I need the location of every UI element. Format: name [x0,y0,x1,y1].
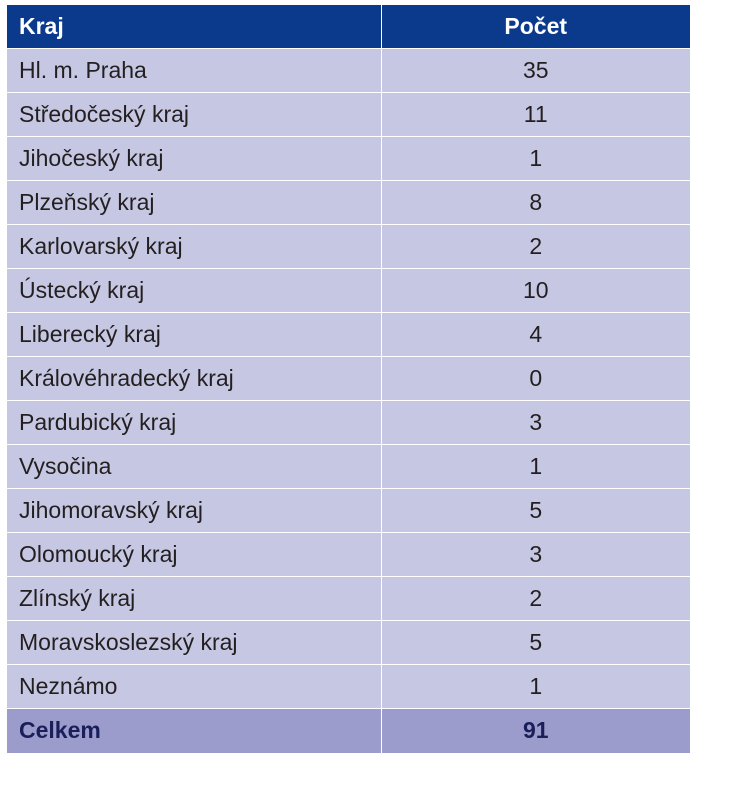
header-region: Kraj [7,5,381,48]
table-row [7,400,690,444]
region-cell: Hl. m. Praha [7,48,381,92]
header-count: Počet [381,5,690,48]
table-row [7,224,690,268]
table-footer [7,708,690,753]
count-cell: 0 [381,356,690,400]
table-row [7,356,690,400]
region-cell: Ústecký kraj [7,268,381,312]
region-cell: Moravskoslezský kraj [7,620,381,664]
table-row [7,48,690,92]
table-row [7,620,690,664]
count-cell: 2 [381,576,690,620]
region-cell: Karlovarský kraj [7,224,381,268]
region-cell: Olomoucký kraj [7,532,381,576]
count-cell: 5 [381,488,690,532]
count-cell: 11 [381,92,690,136]
count-cell: 3 [381,532,690,576]
total-count: 91 [381,708,690,753]
table-row [7,664,690,708]
total-label: Celkem [7,708,381,753]
header-row [7,5,690,48]
table-row [7,180,690,224]
total-row [7,708,690,753]
count-cell: 1 [381,444,690,488]
region-cell: Středočeský kraj [7,92,381,136]
region-cell: Neznámo [7,664,381,708]
count-cell: 35 [381,48,690,92]
table-row [7,532,690,576]
table-body [7,48,690,708]
count-cell: 5 [381,620,690,664]
region-count-table-container [7,5,690,754]
table-row [7,488,690,532]
table-row [7,136,690,180]
count-cell: 2 [381,224,690,268]
count-cell: 10 [381,268,690,312]
region-cell: Královéhradecký kraj [7,356,381,400]
count-cell: 1 [381,664,690,708]
region-cell: Pardubický kraj [7,400,381,444]
region-count-table [7,5,690,754]
table-header [7,5,690,48]
region-cell: Liberecký kraj [7,312,381,356]
region-cell: Plzeňský kraj [7,180,381,224]
region-cell: Jihočeský kraj [7,136,381,180]
count-cell: 8 [381,180,690,224]
region-cell: Vysočina [7,444,381,488]
region-cell: Jihomoravský kraj [7,488,381,532]
table-row [7,92,690,136]
table-row [7,444,690,488]
count-cell: 1 [381,136,690,180]
table-row [7,312,690,356]
table-row [7,576,690,620]
count-cell: 3 [381,400,690,444]
count-cell: 4 [381,312,690,356]
region-cell: Zlínský kraj [7,576,381,620]
table-row [7,268,690,312]
